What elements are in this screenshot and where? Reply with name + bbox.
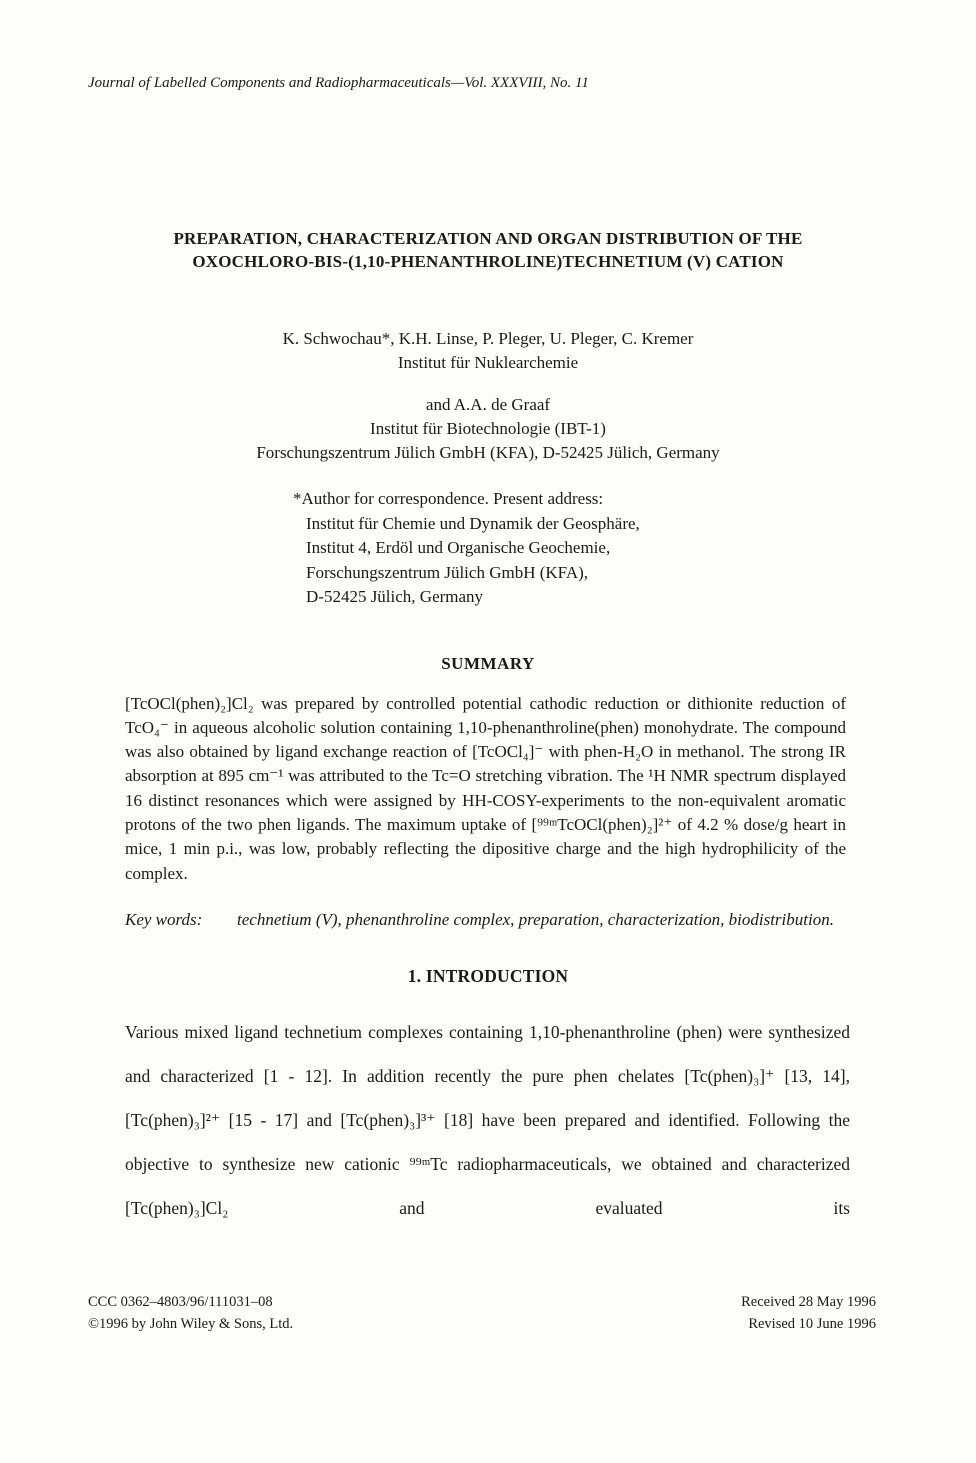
correspondence-note <box>293 487 976 610</box>
keywords-text: technetium (V), phenanthroline complex, preparation, characterization, biodistribution. <box>237 909 834 929</box>
affiliation-biotechnologie: Institut für Biotechnologie (IBT-1) <box>370 419 606 438</box>
correspondence-line-5: D-52425 Jülich, Germany <box>306 587 484 606</box>
footer-right <box>741 1292 876 1335</box>
footer-copyright: ©1996 by John Wiley & Sons, Ltd. <box>88 1315 294 1332</box>
journal-header: Journal of Labelled Components and Radiopharmaceuticals—Vol. XXXVIII, No. 11 <box>88 75 589 91</box>
title-line-2: OXOCHLORO-BIS-(1,10-PHENANTHROLINE)TECHNETIUM (V) CATION <box>192 252 784 271</box>
footer-revised-date: Revised 10 June 1996 <box>748 1315 876 1332</box>
authors-block <box>0 327 976 375</box>
introduction-heading: 1. INTRODUCTION <box>407 966 569 987</box>
footer-ccc-code: CCC 0362–4803/96/111031–08 <box>88 1294 273 1310</box>
introduction-paragraph: Various mixed ligand technetium complexes containing 1,10-phenanthroline (phen) were synthesized and characterized [1 - 12]. In addition recently the pure phen chelates [Tc(phen)₃]⁺ [13, 14], [Tc(phen)₃]²⁺ [15 - 17] and [Tc(phen)₃]³⁺ [18] have been prepared and identified. Following the objective to synthesize new cationic ⁹⁹ᵐTc radiopharmaceuticals, we obtained and characterized [Tc(phen)₃]Cl₂ and evaluated its <box>125 1022 850 1219</box>
summary-heading: SUMMARY <box>441 653 535 673</box>
correspondence-line-1: *Author for correspondence. Present address: <box>293 489 604 508</box>
authors-line: K. Schwochau*, K.H. Linse, P. Pleger, U. Pleger, C. Kremer <box>282 329 694 348</box>
footer-left <box>88 1292 293 1335</box>
correspondence-line-4: Forschungszentrum Jülich GmbH (KFA), <box>306 562 589 582</box>
second-author-block <box>0 393 976 465</box>
affiliation-forschungszentrum: Forschungszentrum Jülich GmbH (KFA), D-52425 Jülich, Germany <box>256 443 720 462</box>
page-footer <box>88 1292 876 1335</box>
author-de-graaf: and A.A. de Graaf <box>425 395 551 414</box>
keywords-block <box>125 908 846 933</box>
correspondence-line-3: Institut 4, Erdöl und Organische Geochemie, <box>306 538 611 557</box>
paper-title <box>0 227 976 273</box>
correspondence-line-2: Institut für Chemie und Dynamik der Geosphäre, <box>306 513 640 533</box>
keywords-label: Key words: <box>125 909 203 929</box>
summary-paragraph: [TcOCl(phen)₂]Cl₂ was prepared by controlled potential cathodic reduction or dithionite reduction of TcO₄⁻ in aqueous alcoholic solution containing 1,10-phenanthroline(phen) monohydrate. The compound was also obtained by ligand exchange reaction of [TcOCl₄]⁻ with phen-H₂O in methanol. The strong IR absorption at 895 cm⁻¹ was attributed to the Tc=O stretching vibration. The ¹H NMR spectrum displayed 16 distinct resonances which were assigned by HH-COSY-experiments to the non-equivalent aromatic protons of the two phen ligands. The maximum uptake of [⁹⁹ᵐTcOCl(phen)₂]²⁺ of 4.2 % dose/g heart in mice, 1 min p.i., was low, probably reflecting the dipositive charge and the high hydrophilicity of the complex. <box>125 693 846 883</box>
title-line-1: PREPARATION, CHARACTERIZATION AND ORGAN DISTRIBUTION OF THE <box>173 229 803 248</box>
footer-received-date: Received 28 May 1996 <box>741 1294 876 1310</box>
affiliation-nuklearchemie: Institut für Nuklearchemie <box>397 353 579 372</box>
